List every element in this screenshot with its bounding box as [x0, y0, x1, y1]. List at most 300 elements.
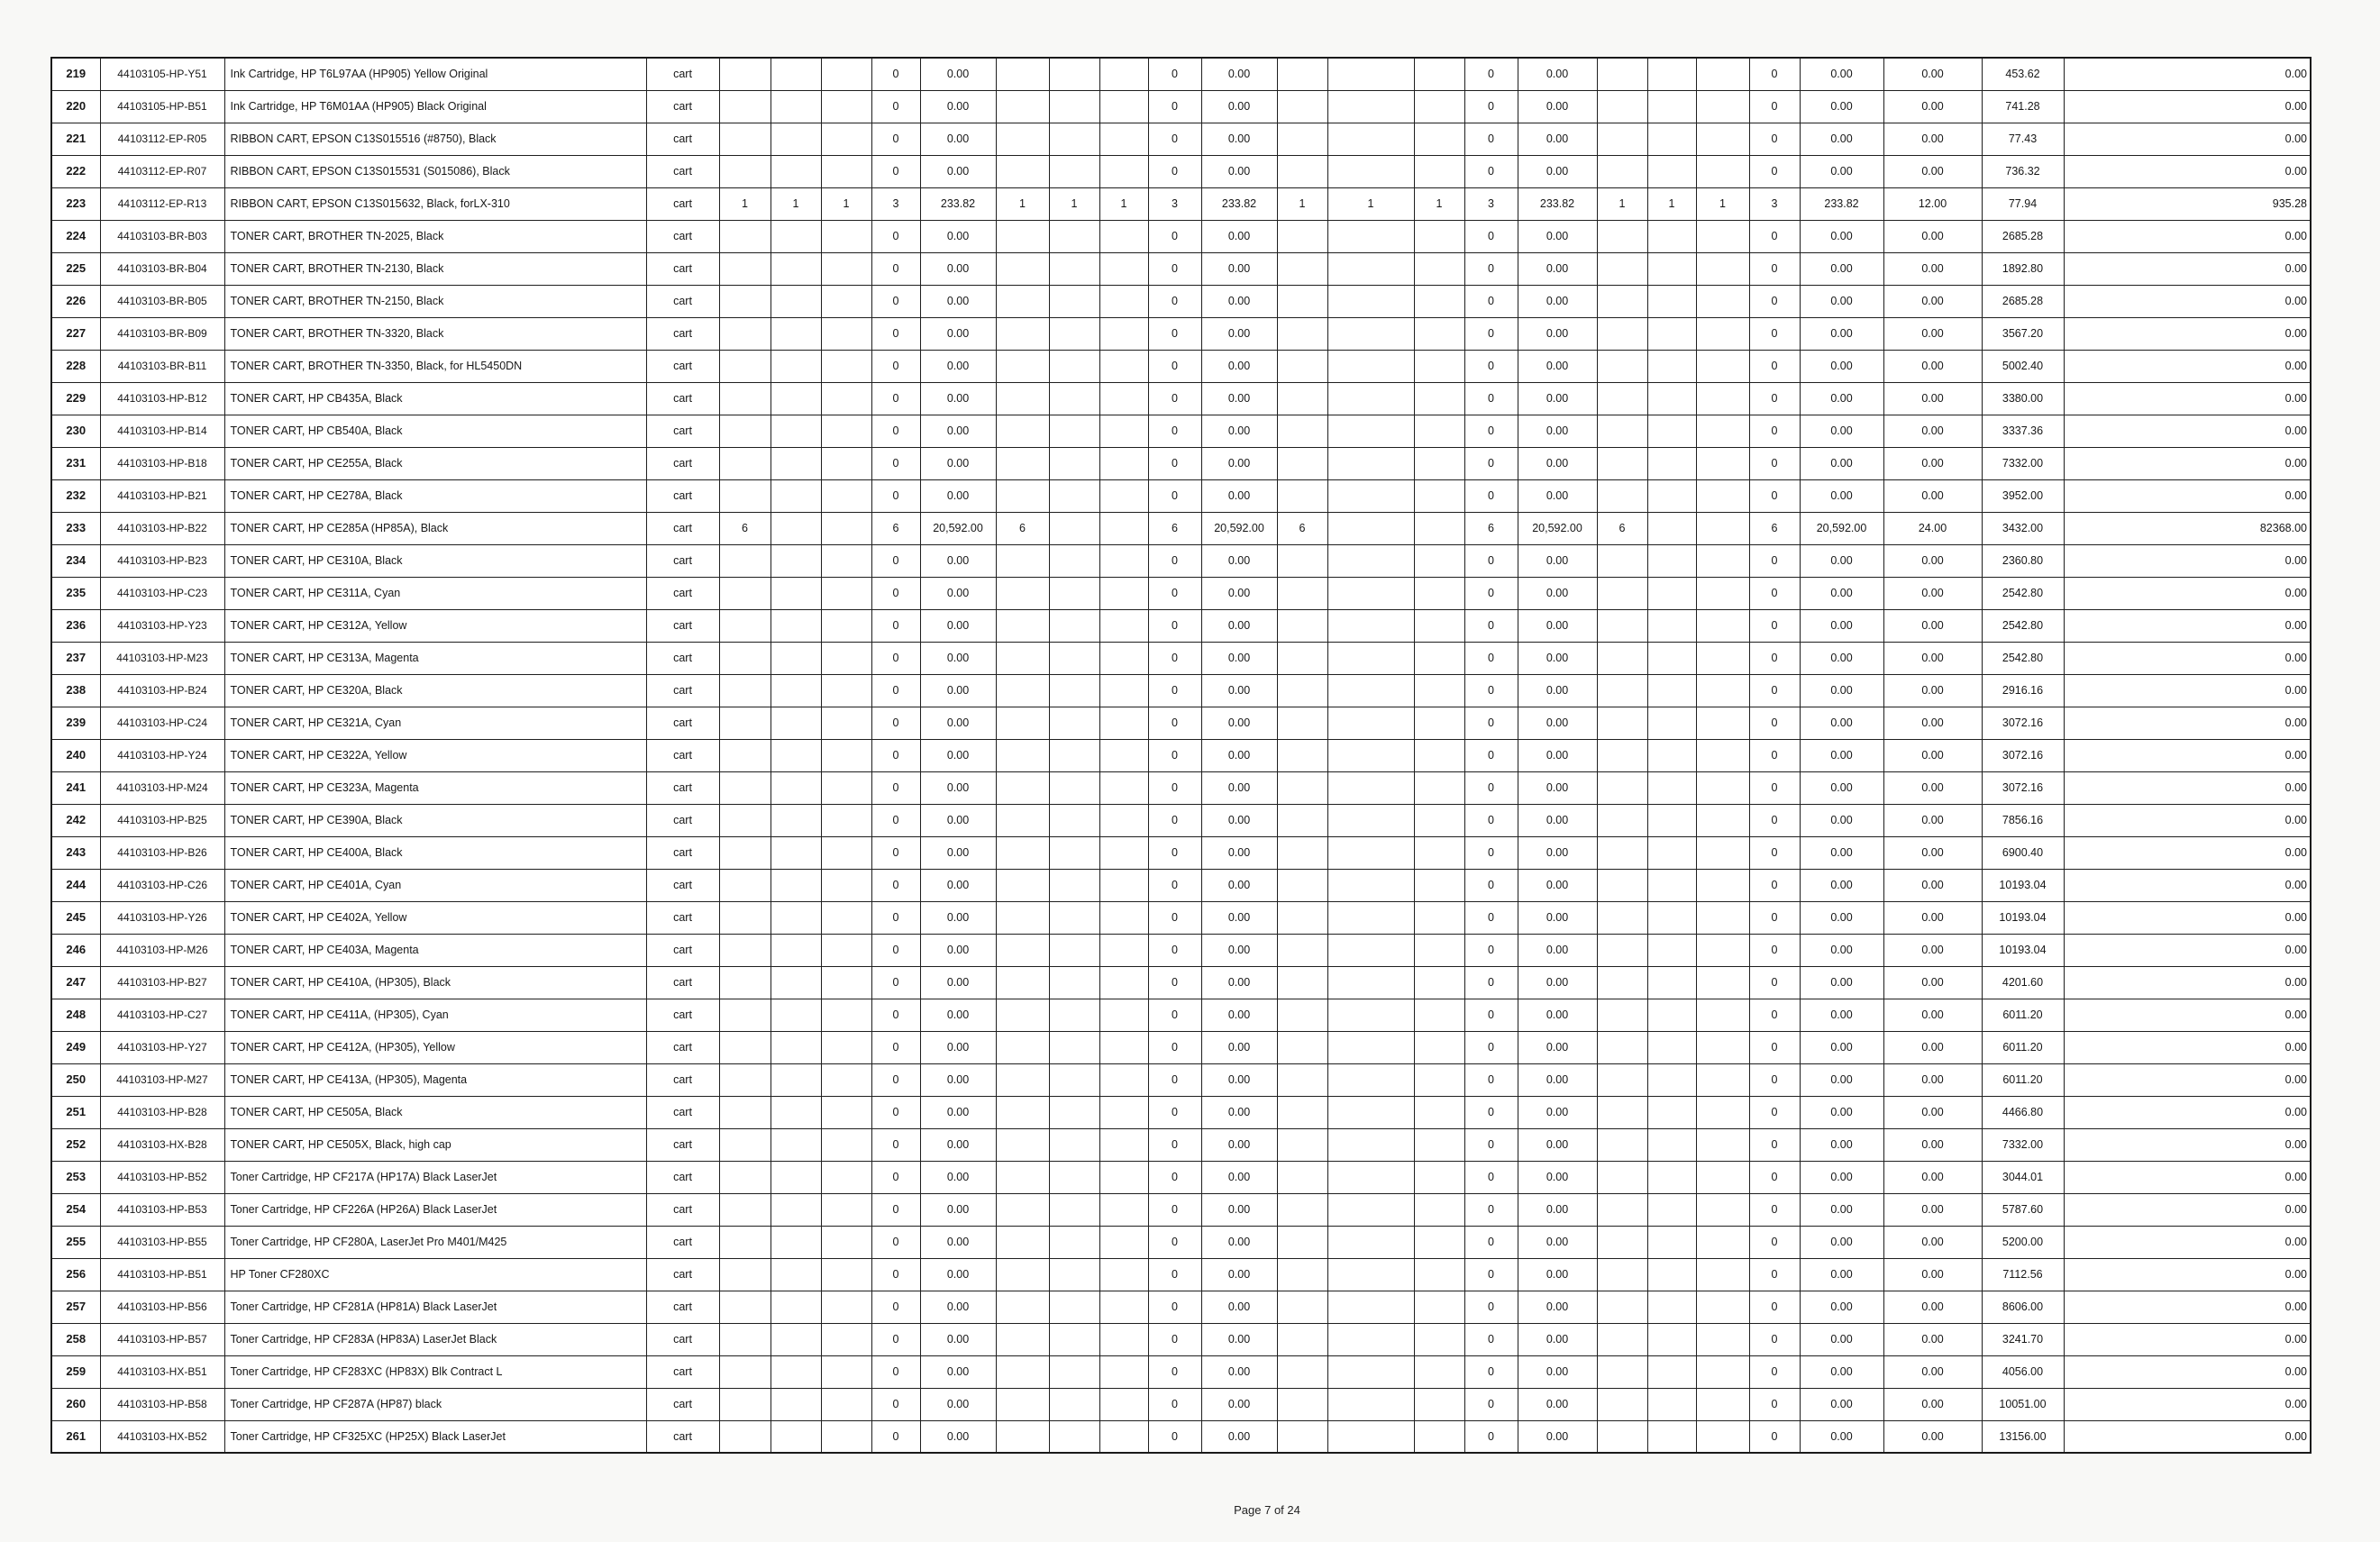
q4-month-3-qty [1696, 642, 1749, 674]
q3-amount: 0.00 [1518, 642, 1597, 674]
q2-total-qty: 0 [1148, 58, 1201, 90]
item-description: TONER CART, HP CE285A (HP85A), Black [224, 512, 646, 544]
q3-month-2-qty [1327, 1193, 1414, 1226]
q2-month-2-qty [1049, 1226, 1099, 1258]
row-number: 241 [51, 771, 100, 804]
q2-month-3-qty [1099, 447, 1148, 479]
q2-month-3-qty [1099, 1096, 1148, 1128]
q4-month-1-qty [1597, 577, 1647, 609]
q3-total-qty: 0 [1464, 934, 1518, 966]
total-quantity: 0.00 [1883, 544, 1982, 577]
q1-amount: 0.00 [920, 1193, 996, 1226]
q3-month-3-qty [1414, 317, 1464, 350]
item-code: 44103103-HX-B51 [100, 1355, 224, 1388]
q1-total-qty: 0 [871, 447, 920, 479]
q1-month-1-qty [719, 999, 771, 1031]
unit-price: 10193.04 [1982, 901, 2064, 934]
q1-month-1-qty [719, 1226, 771, 1258]
q1-amount: 0.00 [920, 1388, 996, 1420]
q4-total-qty: 0 [1749, 1258, 1800, 1291]
total-amount: 0.00 [2064, 58, 2311, 90]
table-row [51, 934, 2311, 966]
item-description: TONER CART, HP CE400A, Black [224, 836, 646, 869]
q3-amount: 0.00 [1518, 1226, 1597, 1258]
q3-amount: 20,592.00 [1518, 512, 1597, 544]
q1-month-2-qty [771, 1355, 821, 1388]
q2-month-1-qty [996, 836, 1049, 869]
q2-month-1-qty [996, 479, 1049, 512]
q4-month-2-qty [1647, 447, 1696, 479]
q3-month-3-qty [1414, 350, 1464, 382]
q4-total-qty: 0 [1749, 1226, 1800, 1258]
unit-price: 5002.40 [1982, 350, 2064, 382]
item-code: 44103103-HP-M26 [100, 934, 224, 966]
q2-month-3-qty [1099, 901, 1148, 934]
q2-total-qty: 0 [1148, 544, 1201, 577]
q1-amount: 0.00 [920, 674, 996, 707]
item-description: TONER CART, HP CE402A, Yellow [224, 901, 646, 934]
item-code: 44103103-HP-B22 [100, 512, 224, 544]
total-amount: 0.00 [2064, 999, 2311, 1031]
item-code: 44103103-HP-Y27 [100, 1031, 224, 1063]
q4-month-1-qty [1597, 1291, 1647, 1323]
q1-month-3-qty [821, 1291, 871, 1323]
q1-amount: 0.00 [920, 123, 996, 155]
q1-amount: 0.00 [920, 220, 996, 252]
q1-month-2-qty [771, 771, 821, 804]
total-quantity: 0.00 [1883, 901, 1982, 934]
q1-total-qty: 0 [871, 123, 920, 155]
q2-total-qty: 0 [1148, 966, 1201, 999]
total-quantity: 0.00 [1883, 90, 1982, 123]
q4-amount: 0.00 [1800, 544, 1883, 577]
q2-month-1-qty [996, 966, 1049, 999]
total-amount: 0.00 [2064, 707, 2311, 739]
item-description: TONER CART, BROTHER TN-2150, Black [224, 285, 646, 317]
q3-month-3-qty [1414, 1420, 1464, 1453]
unit-of-measure: cart [646, 1161, 719, 1193]
q4-month-3-qty [1696, 1420, 1749, 1453]
q4-total-qty: 0 [1749, 707, 1800, 739]
item-code: 44103103-HP-B23 [100, 544, 224, 577]
q3-amount: 0.00 [1518, 836, 1597, 869]
table-row [51, 58, 2311, 90]
q1-total-qty: 0 [871, 642, 920, 674]
q1-amount: 0.00 [920, 771, 996, 804]
q1-amount: 0.00 [920, 1323, 996, 1355]
q1-month-1-qty [719, 739, 771, 771]
q1-total-qty: 0 [871, 869, 920, 901]
item-code: 44103105-HP-B51 [100, 90, 224, 123]
q3-total-qty: 0 [1464, 739, 1518, 771]
q4-month-1-qty [1597, 90, 1647, 123]
q4-amount: 0.00 [1800, 771, 1883, 804]
row-number: 243 [51, 836, 100, 869]
item-code: 44103103-HP-B24 [100, 674, 224, 707]
unit-of-measure: cart [646, 966, 719, 999]
q3-total-qty: 0 [1464, 350, 1518, 382]
q1-month-1-qty [719, 609, 771, 642]
item-description: Toner Cartridge, HP CF283A (HP83A) LaserJet Black [224, 1323, 646, 1355]
q4-month-1-qty: 6 [1597, 512, 1647, 544]
row-number: 261 [51, 1420, 100, 1453]
q1-amount: 0.00 [920, 609, 996, 642]
q4-month-2-qty [1647, 1063, 1696, 1096]
q4-amount: 0.00 [1800, 707, 1883, 739]
total-amount: 0.00 [2064, 966, 2311, 999]
q2-month-1-qty [996, 642, 1049, 674]
unit-of-measure: cart [646, 901, 719, 934]
q3-month-3-qty [1414, 771, 1464, 804]
unit-of-measure: cart [646, 1355, 719, 1388]
q2-amount: 0.00 [1201, 1063, 1277, 1096]
q3-total-qty: 0 [1464, 285, 1518, 317]
q4-month-2-qty [1647, 901, 1696, 934]
q4-total-qty: 0 [1749, 447, 1800, 479]
q3-amount: 0.00 [1518, 771, 1597, 804]
q3-total-qty: 0 [1464, 1291, 1518, 1323]
q1-month-3-qty [821, 90, 871, 123]
unit-price: 7332.00 [1982, 1128, 2064, 1161]
q2-month-2-qty: 1 [1049, 187, 1099, 220]
q1-month-3-qty [821, 155, 871, 187]
q1-total-qty: 0 [871, 771, 920, 804]
item-code: 44103103-HP-B12 [100, 382, 224, 415]
q3-total-qty: 0 [1464, 1031, 1518, 1063]
q4-total-qty: 0 [1749, 1323, 1800, 1355]
table-row [51, 479, 2311, 512]
table-row [51, 1226, 2311, 1258]
unit-of-measure: cart [646, 804, 719, 836]
q3-total-qty: 0 [1464, 609, 1518, 642]
q3-amount: 0.00 [1518, 869, 1597, 901]
q2-amount: 0.00 [1201, 804, 1277, 836]
item-code: 44103103-HP-B51 [100, 1258, 224, 1291]
q1-month-3-qty [821, 1031, 871, 1063]
q3-amount: 0.00 [1518, 1096, 1597, 1128]
total-amount: 0.00 [2064, 479, 2311, 512]
q3-amount: 0.00 [1518, 609, 1597, 642]
q4-total-qty: 0 [1749, 415, 1800, 447]
q1-month-3-qty [821, 123, 871, 155]
q2-month-3-qty [1099, 382, 1148, 415]
unit-price: 7112.56 [1982, 1258, 2064, 1291]
q3-amount: 233.82 [1518, 187, 1597, 220]
q3-month-3-qty [1414, 934, 1464, 966]
q4-total-qty: 0 [1749, 1355, 1800, 1388]
q2-month-1-qty [996, 1096, 1049, 1128]
q3-month-1-qty [1277, 1031, 1327, 1063]
q4-month-1-qty [1597, 479, 1647, 512]
q2-month-1-qty [996, 123, 1049, 155]
q1-amount: 0.00 [920, 544, 996, 577]
row-number: 227 [51, 317, 100, 350]
item-code: 44103103-BR-B04 [100, 252, 224, 285]
q3-total-qty: 0 [1464, 1355, 1518, 1388]
total-quantity: 0.00 [1883, 317, 1982, 350]
row-number: 220 [51, 90, 100, 123]
q2-month-3-qty [1099, 252, 1148, 285]
table-row [51, 350, 2311, 382]
q2-total-qty: 0 [1148, 999, 1201, 1031]
q3-month-1-qty [1277, 804, 1327, 836]
item-description: Toner Cartridge, HP CF217A (HP17A) Black LaserJet [224, 1161, 646, 1193]
item-code: 44103103-BR-B03 [100, 220, 224, 252]
q2-month-2-qty [1049, 1291, 1099, 1323]
q2-month-2-qty [1049, 350, 1099, 382]
q4-month-1-qty: 1 [1597, 187, 1647, 220]
total-quantity: 0.00 [1883, 739, 1982, 771]
q2-month-3-qty [1099, 934, 1148, 966]
q4-total-qty: 0 [1749, 1420, 1800, 1453]
row-number: 249 [51, 1031, 100, 1063]
q3-total-qty: 0 [1464, 966, 1518, 999]
q2-total-qty: 0 [1148, 90, 1201, 123]
unit-of-measure: cart [646, 350, 719, 382]
q3-amount: 0.00 [1518, 966, 1597, 999]
q4-amount: 0.00 [1800, 90, 1883, 123]
q4-amount: 0.00 [1800, 1420, 1883, 1453]
q2-month-3-qty [1099, 707, 1148, 739]
q4-total-qty: 0 [1749, 382, 1800, 415]
q2-month-1-qty [996, 350, 1049, 382]
q3-total-qty: 0 [1464, 642, 1518, 674]
q1-month-1-qty [719, 544, 771, 577]
q2-amount: 0.00 [1201, 1258, 1277, 1291]
q1-month-3-qty [821, 804, 871, 836]
total-quantity: 0.00 [1883, 577, 1982, 609]
q4-amount: 0.00 [1800, 1096, 1883, 1128]
q1-month-2-qty [771, 804, 821, 836]
q3-amount: 0.00 [1518, 220, 1597, 252]
q3-total-qty: 0 [1464, 90, 1518, 123]
q4-month-3-qty [1696, 1355, 1749, 1388]
q3-month-3-qty [1414, 1323, 1464, 1355]
total-amount: 0.00 [2064, 350, 2311, 382]
q1-total-qty: 0 [871, 1323, 920, 1355]
q2-month-2-qty [1049, 577, 1099, 609]
q1-month-3-qty [821, 1226, 871, 1258]
row-number: 244 [51, 869, 100, 901]
q3-month-1-qty [1277, 220, 1327, 252]
q1-amount: 0.00 [920, 317, 996, 350]
q4-month-3-qty [1696, 479, 1749, 512]
q1-amount: 0.00 [920, 577, 996, 609]
q3-month-2-qty [1327, 1161, 1414, 1193]
item-description: TONER CART, HP CE411A, (HP305), Cyan [224, 999, 646, 1031]
q2-total-qty: 0 [1148, 447, 1201, 479]
q4-month-2-qty [1647, 1161, 1696, 1193]
q3-month-2-qty [1327, 1291, 1414, 1323]
q1-month-2-qty [771, 252, 821, 285]
row-number: 260 [51, 1388, 100, 1420]
q1-month-3-qty [821, 1096, 871, 1128]
q4-month-1-qty [1597, 1355, 1647, 1388]
item-description: TONER CART, HP CE390A, Black [224, 804, 646, 836]
unit-of-measure: cart [646, 1226, 719, 1258]
unit-price: 3380.00 [1982, 382, 2064, 415]
q2-month-1-qty [996, 90, 1049, 123]
q3-month-2-qty [1327, 220, 1414, 252]
item-code: 44103112-EP-R05 [100, 123, 224, 155]
item-description: TONER CART, HP CB435A, Black [224, 382, 646, 415]
q1-month-3-qty [821, 577, 871, 609]
q2-amount: 0.00 [1201, 1323, 1277, 1355]
q3-month-1-qty [1277, 577, 1327, 609]
q2-total-qty: 0 [1148, 317, 1201, 350]
q1-amount: 0.00 [920, 966, 996, 999]
q2-month-3-qty [1099, 58, 1148, 90]
q3-month-1-qty [1277, 1420, 1327, 1453]
total-amount: 0.00 [2064, 609, 2311, 642]
q1-month-2-qty [771, 1096, 821, 1128]
total-amount: 0.00 [2064, 123, 2311, 155]
q3-amount: 0.00 [1518, 415, 1597, 447]
q2-amount: 0.00 [1201, 58, 1277, 90]
q4-month-2-qty [1647, 577, 1696, 609]
q1-month-2-qty [771, 739, 821, 771]
q2-month-2-qty [1049, 1323, 1099, 1355]
q4-month-3-qty [1696, 447, 1749, 479]
table-row [51, 836, 2311, 869]
q2-total-qty: 0 [1148, 252, 1201, 285]
item-code: 44103103-HP-Y26 [100, 901, 224, 934]
row-number: 254 [51, 1193, 100, 1226]
q3-amount: 0.00 [1518, 739, 1597, 771]
total-quantity: 0.00 [1883, 707, 1982, 739]
q1-amount: 0.00 [920, 1161, 996, 1193]
q2-month-1-qty [996, 1031, 1049, 1063]
q1-amount: 0.00 [920, 382, 996, 415]
q2-month-1-qty: 1 [996, 187, 1049, 220]
q4-month-3-qty [1696, 155, 1749, 187]
row-number: 232 [51, 479, 100, 512]
q3-month-2-qty [1327, 252, 1414, 285]
total-quantity: 0.00 [1883, 285, 1982, 317]
table-row [51, 220, 2311, 252]
unit-of-measure: cart [646, 1291, 719, 1323]
q3-month-2-qty [1327, 804, 1414, 836]
q3-month-1-qty: 1 [1277, 187, 1327, 220]
unit-price: 4201.60 [1982, 966, 2064, 999]
q1-month-1-qty [719, 90, 771, 123]
q1-month-3-qty [821, 447, 871, 479]
q1-month-3-qty [821, 966, 871, 999]
q3-month-2-qty [1327, 1096, 1414, 1128]
q2-total-qty: 0 [1148, 739, 1201, 771]
q4-month-3-qty [1696, 1193, 1749, 1226]
q4-month-3-qty [1696, 90, 1749, 123]
q3-amount: 0.00 [1518, 1031, 1597, 1063]
row-number: 245 [51, 901, 100, 934]
q4-total-qty: 0 [1749, 544, 1800, 577]
q1-month-3-qty [821, 479, 871, 512]
q2-amount: 0.00 [1201, 642, 1277, 674]
item-code: 44103103-BR-B11 [100, 350, 224, 382]
item-code: 44103103-HP-B55 [100, 1226, 224, 1258]
q3-month-3-qty [1414, 999, 1464, 1031]
q4-amount: 0.00 [1800, 999, 1883, 1031]
total-amount: 0.00 [2064, 674, 2311, 707]
q1-amount: 0.00 [920, 739, 996, 771]
q1-month-3-qty [821, 1258, 871, 1291]
q4-amount: 0.00 [1800, 123, 1883, 155]
unit-of-measure: cart [646, 220, 719, 252]
q1-month-2-qty [771, 544, 821, 577]
table-row [51, 999, 2311, 1031]
unit-of-measure: cart [646, 1096, 719, 1128]
q1-total-qty: 0 [871, 90, 920, 123]
q3-month-1-qty [1277, 1128, 1327, 1161]
table-row [51, 966, 2311, 999]
q2-total-qty: 0 [1148, 285, 1201, 317]
q2-month-1-qty [996, 58, 1049, 90]
q1-month-3-qty [821, 1420, 871, 1453]
q1-total-qty: 6 [871, 512, 920, 544]
q1-month-3-qty [821, 642, 871, 674]
q3-month-3-qty [1414, 285, 1464, 317]
q1-month-1-qty: 1 [719, 187, 771, 220]
q2-month-3-qty [1099, 771, 1148, 804]
table-row [51, 415, 2311, 447]
item-description: Toner Cartridge, HP CF325XC (HP25X) Black LaserJet [224, 1420, 646, 1453]
total-amount: 0.00 [2064, 1063, 2311, 1096]
q3-month-2-qty [1327, 382, 1414, 415]
q1-total-qty: 0 [871, 1258, 920, 1291]
q1-total-qty: 0 [871, 1128, 920, 1161]
q2-month-1-qty [996, 544, 1049, 577]
row-number: 225 [51, 252, 100, 285]
unit-price: 7856.16 [1982, 804, 2064, 836]
q4-month-2-qty [1647, 804, 1696, 836]
q1-amount: 0.00 [920, 1258, 996, 1291]
q2-total-qty: 0 [1148, 836, 1201, 869]
total-amount: 0.00 [2064, 1226, 2311, 1258]
q3-amount: 0.00 [1518, 999, 1597, 1031]
q2-month-2-qty [1049, 707, 1099, 739]
total-amount: 0.00 [2064, 1291, 2311, 1323]
q1-month-2-qty [771, 577, 821, 609]
table-row [51, 771, 2311, 804]
q4-amount: 0.00 [1800, 155, 1883, 187]
item-description: TONER CART, HP CE313A, Magenta [224, 642, 646, 674]
q2-total-qty: 3 [1148, 187, 1201, 220]
total-amount: 0.00 [2064, 382, 2311, 415]
item-description: TONER CART, BROTHER TN-3320, Black [224, 317, 646, 350]
row-number: 255 [51, 1226, 100, 1258]
q4-month-2-qty [1647, 1096, 1696, 1128]
total-quantity: 0.00 [1883, 1291, 1982, 1323]
total-quantity: 0.00 [1883, 1031, 1982, 1063]
row-number: 246 [51, 934, 100, 966]
q2-month-1-qty [996, 155, 1049, 187]
q2-amount: 0.00 [1201, 674, 1277, 707]
q1-month-2-qty [771, 1226, 821, 1258]
q1-month-2-qty [771, 1063, 821, 1096]
table-row [51, 512, 2311, 544]
item-code: 44103103-HP-B21 [100, 479, 224, 512]
unit-price: 13156.00 [1982, 1420, 2064, 1453]
q3-month-3-qty [1414, 674, 1464, 707]
unit-of-measure: cart [646, 252, 719, 285]
q3-amount: 0.00 [1518, 1291, 1597, 1323]
q4-amount: 233.82 [1800, 187, 1883, 220]
q3-month-3-qty: 1 [1414, 187, 1464, 220]
unit-of-measure: cart [646, 739, 719, 771]
q3-month-2-qty [1327, 1388, 1414, 1420]
total-quantity: 0.00 [1883, 1193, 1982, 1226]
row-number: 236 [51, 609, 100, 642]
